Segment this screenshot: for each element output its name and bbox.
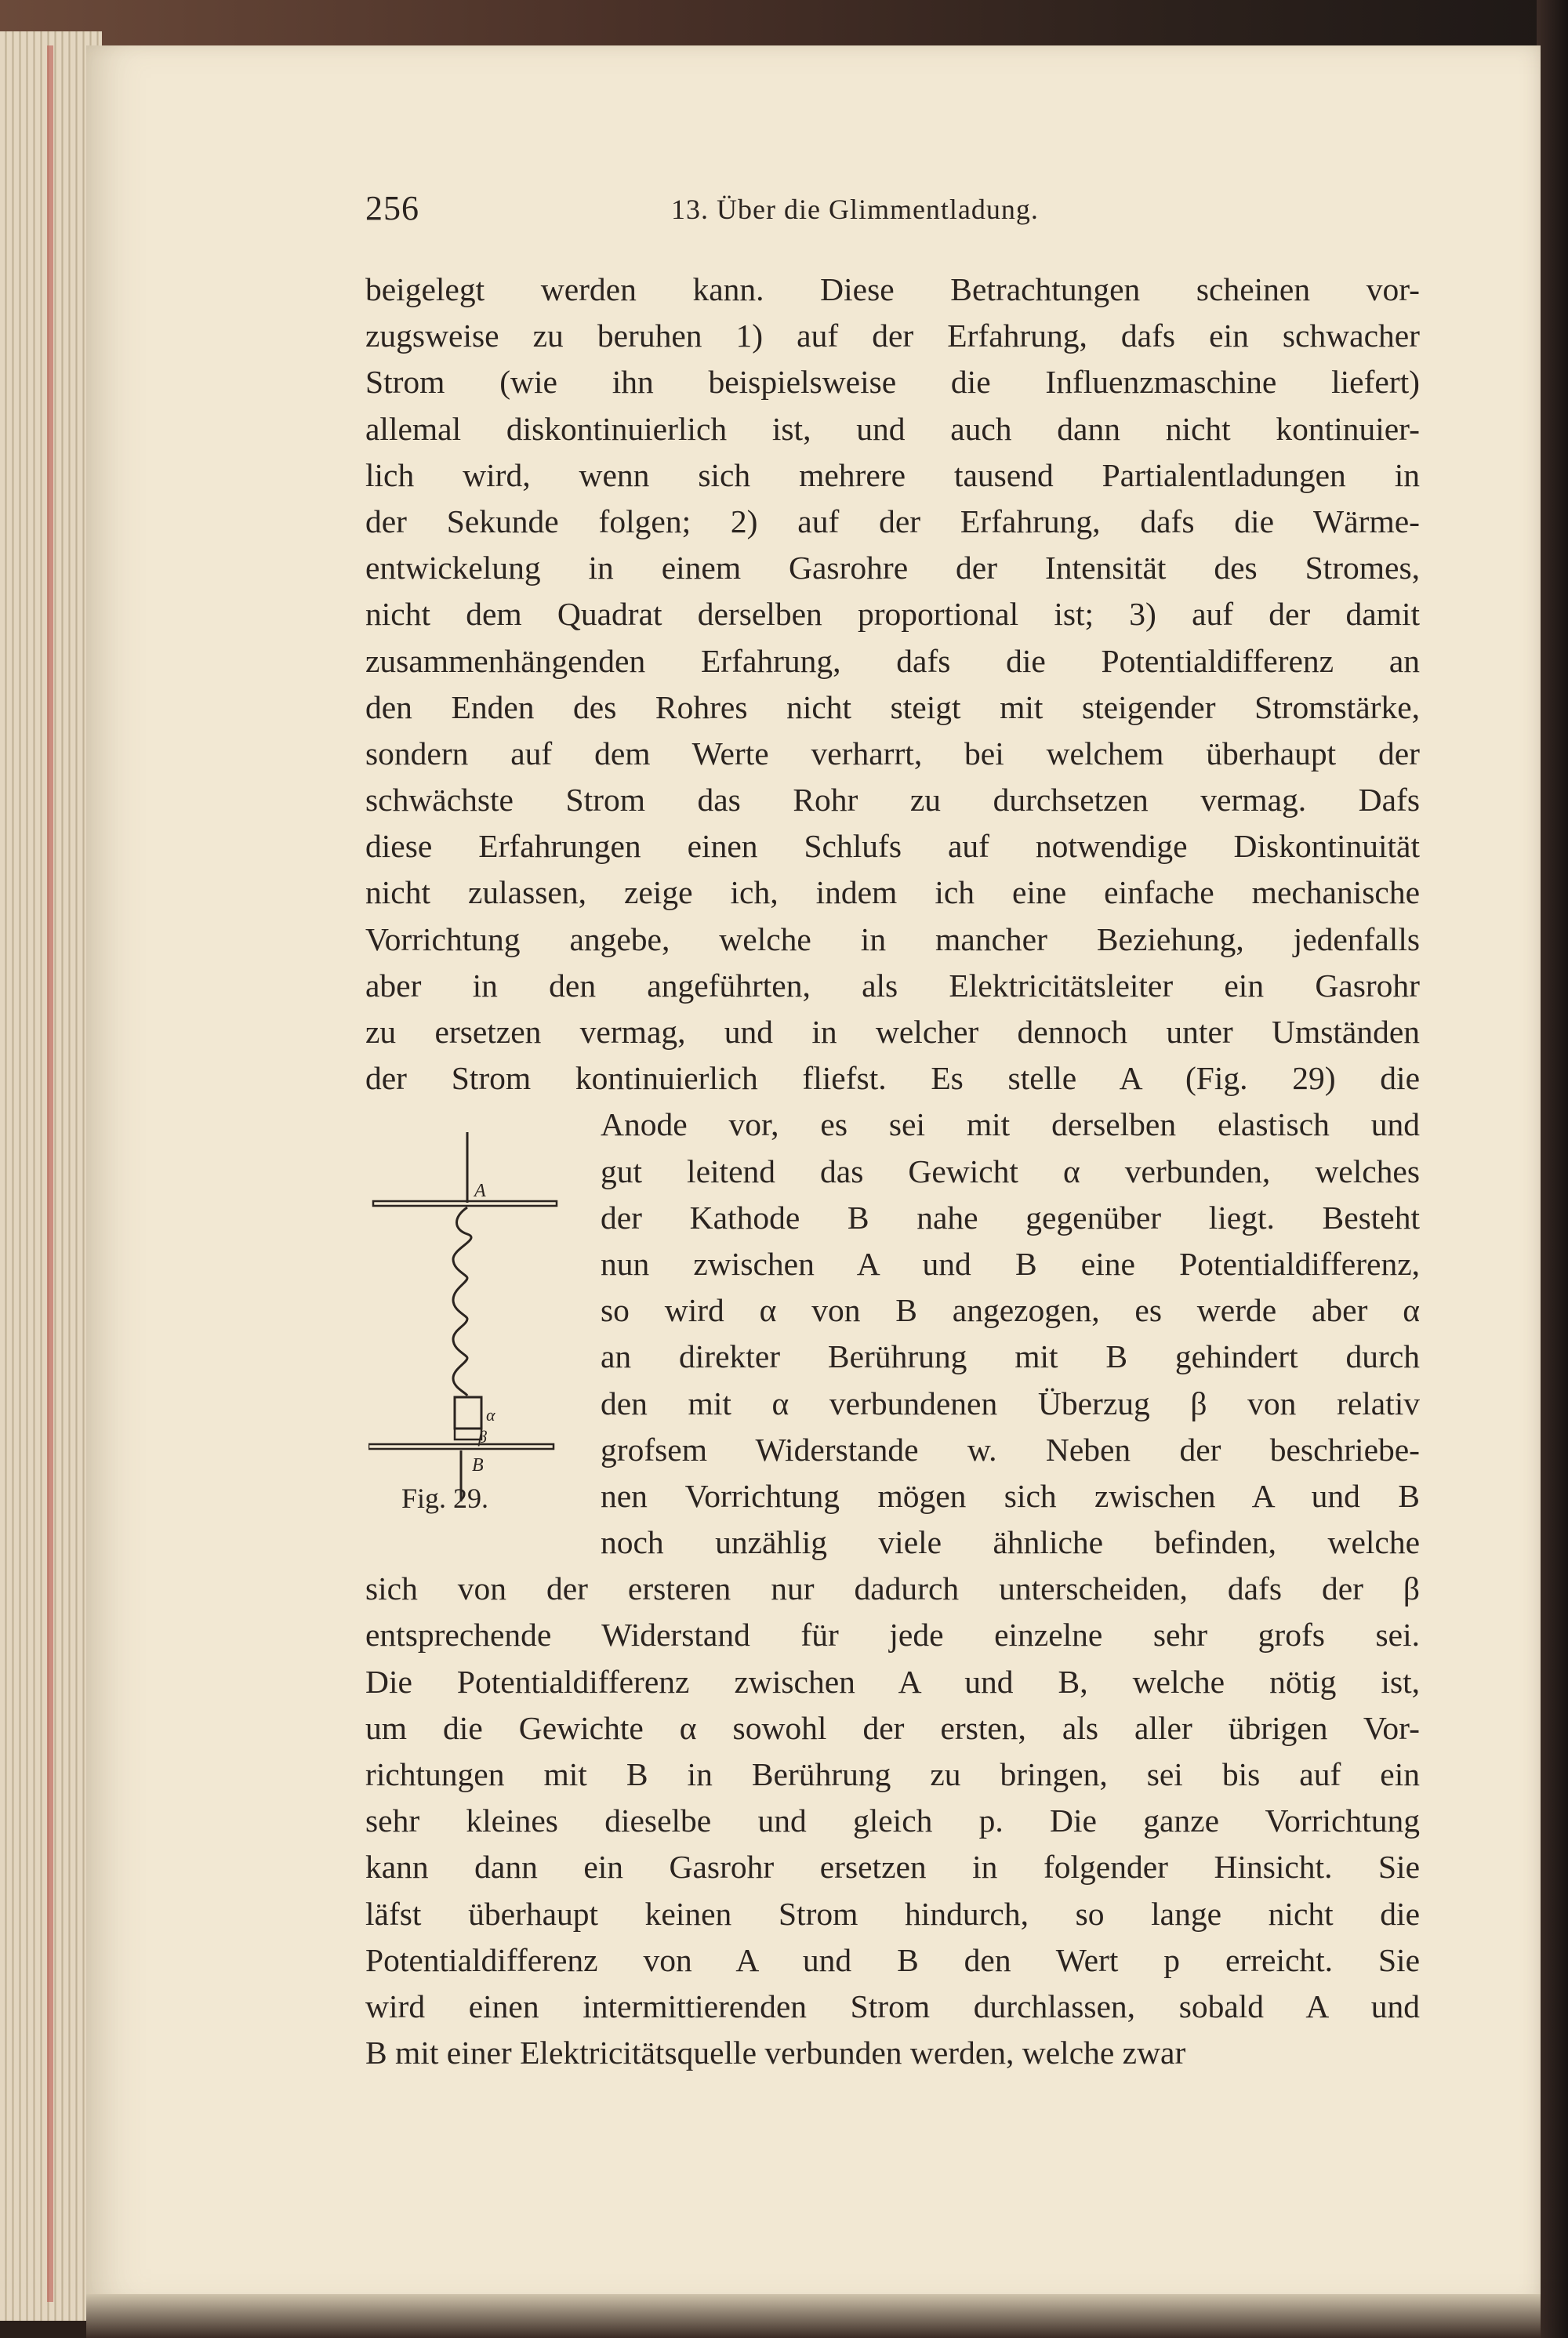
text-line-beside-figure: nen Vorrichtung mögen sich zwischen A und B xyxy=(601,1477,1420,1514)
text-line: richtungen mit B in Berührung zu bringen, sei bis auf ein xyxy=(365,1756,1420,1792)
label-beta: β xyxy=(478,1427,487,1447)
text-line: zugsweise zu beruhen 1) auf der Erfahrung, dafs ein schwacher xyxy=(365,318,1420,354)
anode-plate xyxy=(373,1201,557,1206)
book-cover-top xyxy=(0,0,1568,47)
text-line: kann dann ein Gasrohr ersetzen in folgender Hinsicht. Sie xyxy=(365,1849,1420,1886)
text-line: beigelegt werden kann. Diese Betrachtungen scheinen vor- xyxy=(365,271,1420,307)
label-anode: A xyxy=(474,1181,486,1201)
text-line: entsprechende Widerstand für jede einzelne sehr grofs sei. xyxy=(365,1617,1420,1654)
weight-alpha xyxy=(455,1397,481,1429)
text-line: um die Gewichte α sowohl der ersten, als aller übrigen Vor- xyxy=(365,1709,1420,1746)
text-line: B mit einer Elektricitätsquelle verbunden werden, welche zwar xyxy=(365,2035,1186,2071)
text-line: entwickelung in einem Gasrohre der Intensität des Stromes, xyxy=(365,550,1420,586)
text-line: der Sekunde folgen; 2) auf der Erfahrung, dafs die Wärme- xyxy=(365,503,1420,539)
label-cathode: B xyxy=(472,1455,484,1476)
page-header xyxy=(365,188,1424,235)
figure-caption: Fig. 29. xyxy=(401,1483,489,1514)
text-line: wird einen intermittierenden Strom durchlassen, sobald A und xyxy=(365,1988,1420,2024)
text-line: Strom (wie ihn beispielsweise die Influenzmaschine liefert) xyxy=(365,364,1420,401)
text-line: der Strom kontinuierlich fliefst. Es stelle A (Fig. 29) die xyxy=(365,1060,1420,1097)
text-line: Die Potentialdifferenz zwischen A und B, welche nötig ist, xyxy=(365,1663,1420,1700)
text-line: allemal diskontinuierlich ist, und auch dann nicht kontinuier- xyxy=(365,410,1420,447)
text-line: lich wird, wenn sich mehrere tausend Partialentladungen in xyxy=(365,456,1420,493)
text-line-beside-figure: noch unzählig viele ähnliche befinden, welche xyxy=(601,1524,1420,1561)
text-line: sich von der ersteren nur dadurch unterscheiden, dafs der β xyxy=(365,1570,1420,1607)
coating-beta xyxy=(455,1429,481,1439)
text-line: Potentialdifferenz von A und B den Wert p erreicht. Sie xyxy=(365,1941,1420,1978)
text-line: läfst überhaupt keinen Strom hindurch, so lange nicht die xyxy=(365,1895,1420,1932)
text-line-beside-figure: so wird α von B angezogen, es werde aber α xyxy=(601,1292,1420,1329)
text-line: sondern auf dem Werte verharrt, bei welchem überhaupt der xyxy=(365,735,1420,771)
book-cover-right xyxy=(1537,0,1568,2338)
text-line-beside-figure: gut leitend das Gewicht α verbunden, welches xyxy=(601,1153,1420,1189)
cathode-plate xyxy=(368,1444,554,1449)
text-line-beside-figure: nun zwischen A und B eine Potentialdifferenz, xyxy=(601,1245,1420,1282)
label-alpha: α xyxy=(486,1405,495,1425)
text-line-beside-figure: grofsem Widerstande w. Neben der beschriebe- xyxy=(601,1431,1420,1468)
text-line: zu ersetzen vermag, und in welcher dennoch unter Umständen xyxy=(365,1014,1420,1050)
text-line: Vorrichtung angebe, welche in mancher Beziehung, jedenfalls xyxy=(365,920,1420,957)
text-line: aber in den angeführten, als Elektricitätsleiter ein Gasrohr xyxy=(365,967,1420,1004)
text-line-beside-figure: der Kathode B nahe gegenüber liegt. Besteht xyxy=(601,1199,1420,1236)
text-line: sehr kleines dieselbe und gleich p. Die ganze Vorrichtung xyxy=(365,1803,1420,1839)
text-line: nicht dem Quadrat derselben proportional ist; 3) auf der damit xyxy=(365,596,1420,633)
text-line: diese Erfahrungen einen Schlufs auf notwendige Diskontinuität xyxy=(365,828,1420,865)
page-bottom-shadow xyxy=(86,2294,1541,2338)
running-head: 13. Über die Glimmentladung. xyxy=(671,194,1039,225)
text-line-beside-figure: den mit α verbundenen Überzug β von relativ xyxy=(601,1385,1420,1421)
page-edge-marking xyxy=(47,45,53,2302)
text-line-beside-figure: an direkter Berührung mit B gehindert durch xyxy=(601,1338,1420,1375)
page-number: 256 xyxy=(365,189,419,227)
text-line: zusammenhängenden Erfahrung, dafs die Potentialdifferenz an xyxy=(365,642,1420,679)
text-line-beside-figure: Anode vor, es sei mit derselben elastisch und xyxy=(601,1106,1420,1143)
text-line: schwächste Strom das Rohr zu durchsetzen vermag. Dafs xyxy=(365,782,1420,819)
text-line: nicht zulassen, zeige ich, indem ich eine einfache mechanische xyxy=(365,874,1420,911)
text-line: den Enden des Rohres nicht steigt mit steigender Stromstärke, xyxy=(365,688,1420,725)
spring-coil xyxy=(453,1207,471,1396)
